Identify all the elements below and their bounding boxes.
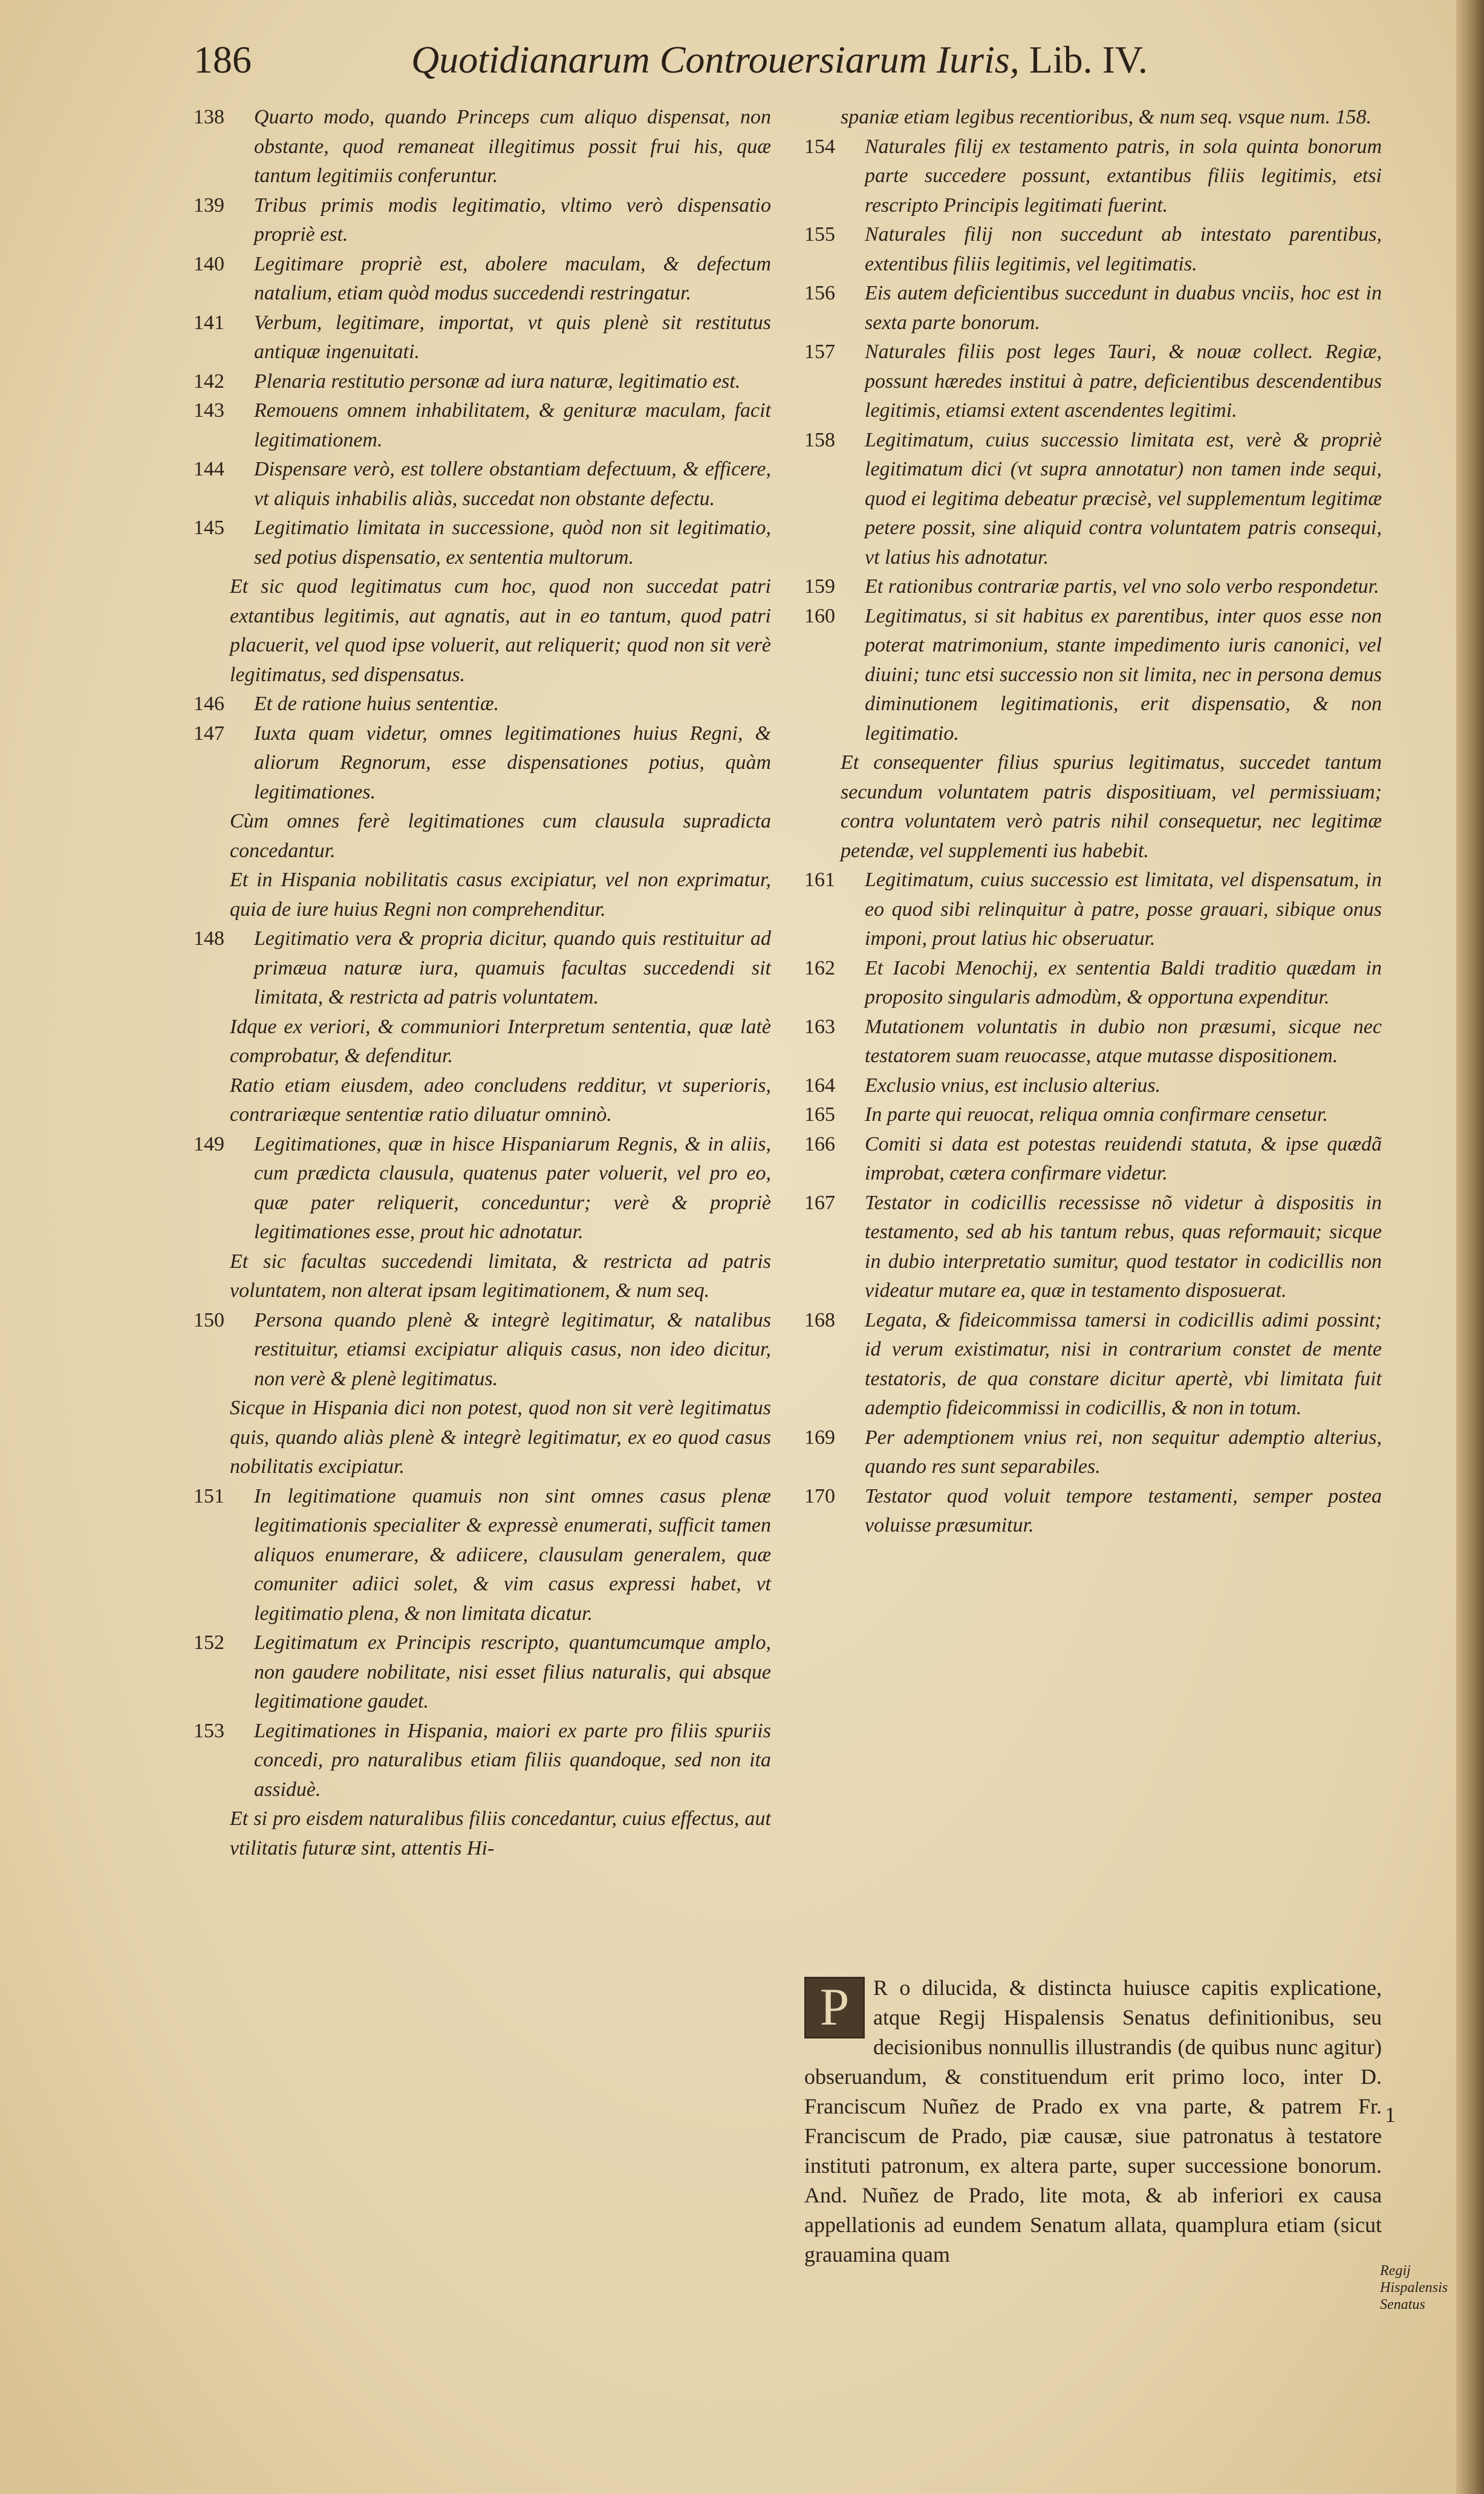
summary-paragraph: Cùm omnes ferè legitimationes cum clausula supradicta concedantur. bbox=[230, 810, 771, 862]
entry-number: 145 bbox=[194, 517, 224, 539]
summary-paragraph: Sicque in Hispania dici non potest, quod non sit verè legitimatus quis, quando aliàs plenè & integrè legitimatur, ex eo quod casus nobilitatis excipiatur. bbox=[230, 1397, 771, 1478]
entry-number: 139 bbox=[194, 194, 224, 217]
summary-paragraph: Et in Hispania nobilitatis casus excipiatur, vel non exprimatur, quia de iure huius Regni non comprehenditur. bbox=[230, 869, 771, 921]
entry-text: Naturales filij non succedunt ab intestato parentibus, extentibus filiis legitimis, vel legitimatis. bbox=[865, 223, 1382, 275]
summary-entry bbox=[804, 602, 1382, 749]
summary-paragraph: spaniæ etiam legibus recentioribus, & num seq. vsque num. 158. bbox=[841, 106, 1372, 128]
summary-entry bbox=[194, 924, 771, 1013]
margin-number: 1 bbox=[1385, 2103, 1396, 2127]
summary-entry bbox=[804, 1130, 1382, 1189]
summary-column-right bbox=[804, 103, 1382, 1541]
entry-text: Eis autem deficientibus succedunt in duabus vnciis, hoc est in sexta parte bonorum. bbox=[865, 282, 1382, 334]
main-text bbox=[804, 1973, 1382, 2270]
page-edge bbox=[1456, 0, 1484, 2494]
page-header bbox=[194, 34, 1222, 94]
entry-text: Legitimatio limitata in successione, quòd non sit legitimatio, sed potius dispensatio, ex sententia multorum. bbox=[254, 517, 771, 569]
summary-paragraph: Et consequenter filius spurius legitimatus, succedet tantum secundum voluntatem patris dispositiuam, vel permissiuam; contra voluntatem verò patris nihil consequetur, nec legitimæ petendæ, vel supplementi ius habebit. bbox=[841, 751, 1382, 862]
entry-text: Quarto modo, quando Princeps cum aliquo dispensat, non obstante, quod remaneat illegitimus possit frui his, quæ tantum legitimiis conferuntur. bbox=[254, 106, 771, 187]
entry-number: 164 bbox=[804, 1074, 835, 1097]
summary-entry bbox=[804, 279, 1382, 338]
entry-text: Naturales filiis post leges Tauri, & nouæ collect. Regiæ, possunt hæredes institui à patre, deficientibus descendentibus legitimis, etiamsi extent ascendentes legitimi. bbox=[865, 341, 1382, 422]
entry-number: 144 bbox=[194, 458, 224, 480]
entry-text: Legitimare propriè est, abolere maculam, & defectum natalium, etiam quòd modus succedendi restringatur. bbox=[254, 252, 771, 304]
summary-entry bbox=[194, 455, 771, 514]
summary-entry bbox=[804, 866, 1382, 954]
entry-text: Et Iacobi Menochij, ex sententia Baldi traditio quædam in proposito singularis admodùm, & opportuna expenditur. bbox=[865, 956, 1382, 1008]
entry-text: Legitimatio vera & propria dicitur, quando quis restituitur ad primæua naturæ iura, quamuis facultas succedendi sit limitata, & restricta ad patris voluntatem. bbox=[254, 927, 771, 1008]
entry-number: 140 bbox=[194, 252, 224, 275]
entry-text: Legata, & fideicommissa tamersi in codicillis adimi possint; id verum existimatur, nisi in contrarium constet de mente testatoris, de qua constare dicitur apertè, vbi limitata fuit ademptio fideicommissi in codicillis, & non in totum. bbox=[865, 1308, 1382, 1419]
entry-number: 167 bbox=[804, 1191, 835, 1214]
entry-number: 154 bbox=[804, 135, 835, 158]
main-text-content: R o dilucida, & distincta huiusce capitis explicatione, atque Regij Hispalensis Senatus definitionibus, seu decisionibus nonnullis illustrandis (de quibus nunc agitur) obseruandum, & constituendum erit primo loco, inter D. Franciscum Nuñez de Prado ex vna parte, & patrem Fr. Franciscum de Prado, piæ causæ, siue patronatus à testatore instituti patronum, ex altera parte, super successione bonorum. And. Nuñez de Prado, lite mota, & ab inferiori ex causa appellationis ad eundem Senatum allata, quamplura etiam (sicut grauamina quam bbox=[804, 1976, 1382, 2267]
entry-text: Legitimatum, cuius successio est limitata, vel dispensatum, in eo quod sibi relinquitur à patre, posse grauari, sibique onus imponi, prout latius hic obseruatur. bbox=[865, 869, 1382, 950]
summary-paragraph: Et si pro eisdem naturalibus filiis concedantur, cuius effectus, aut vtilitatis futuræ sint, attentis Hi- bbox=[230, 1807, 771, 1859]
summary-paragraph: Et sic facultas succedendi limitata, & restricta ad patris voluntatem, non alterat ipsam legitimationem, & num seq. bbox=[230, 1250, 771, 1302]
entry-text: Comiti si data est potestas reuidendi statuta, & ipse quædã improbat, cætera confirmare videtur. bbox=[865, 1132, 1382, 1184]
entry-text: Persona quando plenè & integrè legitimatur, & natalibus restituitur, etiamsi excipiatur aliquis casus, non ideo dicitur, non verè & plenè legitimatus. bbox=[254, 1308, 771, 1390]
summary-paragraph: Ratio etiam eiusdem, adeo concludens redditur, vt superioris, contrariæque sententiæ ratio diluatur omninò. bbox=[230, 1074, 771, 1126]
entry-number: 163 bbox=[804, 1015, 835, 1038]
summary-entry bbox=[804, 1482, 1382, 1541]
entry-number: 138 bbox=[194, 106, 224, 128]
folio-number: 186 bbox=[194, 38, 252, 81]
entry-text: Legitimatum ex Principis rescripto, quantumcumque amplo, non gaudere nobilitate, nisi esset filius naturalis, qui absque legitimatione gaudet. bbox=[254, 1631, 771, 1712]
entry-text: Tribus primis modis legitimatio, vltimo verò dispensatio propriè est. bbox=[254, 194, 771, 246]
summary-entry bbox=[194, 191, 771, 250]
summary-entry bbox=[804, 1071, 1382, 1101]
summary-entry bbox=[194, 1306, 771, 1394]
summary-entry bbox=[804, 338, 1382, 426]
entry-number: 169 bbox=[804, 1426, 835, 1449]
drop-cap: P bbox=[804, 1977, 865, 2039]
entry-number: 147 bbox=[194, 722, 224, 745]
summary-entry bbox=[194, 1130, 771, 1247]
summary-entry bbox=[804, 572, 1382, 602]
entry-text: Et de ratione huius sententiæ. bbox=[254, 693, 500, 715]
entry-number: 149 bbox=[194, 1132, 224, 1155]
summary-entry bbox=[804, 1100, 1382, 1130]
entry-number: 155 bbox=[804, 223, 835, 246]
summary-entry bbox=[804, 954, 1382, 1013]
running-title-text: Quotidianarum Controuersiarum Iuris, bbox=[411, 38, 1020, 81]
summary-entry bbox=[804, 1423, 1382, 1482]
summary-entry bbox=[194, 514, 771, 572]
entry-text: Exclusio vnius, est inclusio alterius. bbox=[865, 1074, 1161, 1097]
entry-text: Legitimationes, quæ in hisce Hispaniarum Regnis, & in aliis, cum prædicta clausula, quatenus pater voluerit, vel pro eo, quæ pater reliquerit, conceduntur; verè & propriè legitimationes esse, prout hic adnotatur. bbox=[254, 1132, 771, 1243]
summary-paragraph: Idque ex veriori, & communiori Interpretum sententia, quæ latè comprobatur, & defenditur. bbox=[230, 1015, 771, 1067]
running-title bbox=[411, 38, 1148, 82]
entry-text: Legitimatus, si sit habitus ex parentibus, inter quos esse non poterat matrimonium, stante impedimento iuris canonici, vel diuini; tunc etsi successio non sit limita, nec in persona demus diminutionem legitimationis, erit dispensatio, & non legitimatio. bbox=[865, 604, 1382, 745]
summary-entry bbox=[194, 367, 771, 397]
entry-number: 142 bbox=[194, 370, 224, 393]
entry-text: Naturales filij ex testamento patris, in sola quinta bonorum parte succedere possunt, extantibus filiis legitimis, etsi rescripto Principis legitimati fuerint. bbox=[865, 135, 1382, 217]
entry-number: 141 bbox=[194, 311, 224, 334]
entry-text: In parte qui reuocat, reliqua omnia confirmare censetur. bbox=[865, 1103, 1328, 1126]
entry-text: Per ademptionem vnius rei, non sequitur ademptio alterius, quando res sunt separabiles. bbox=[865, 1426, 1382, 1478]
summary-entry bbox=[804, 426, 1382, 573]
margin-note: Regij Hispalensis Senatus bbox=[1380, 2263, 1448, 2313]
entry-text: Verbum, legitimare, importat, vt quis plenè sit restitutus antiquæ ingenuitati. bbox=[254, 311, 771, 363]
entry-number: 150 bbox=[194, 1308, 224, 1331]
summary-entry bbox=[194, 1482, 771, 1629]
entry-text: Plenaria restitutio personæ ad iura naturæ, legitimatio est. bbox=[254, 370, 741, 393]
entry-number: 157 bbox=[804, 341, 835, 363]
summary-entry bbox=[804, 1189, 1382, 1306]
entry-number: 161 bbox=[804, 869, 835, 891]
entry-number: 159 bbox=[804, 575, 835, 598]
summary-entry bbox=[194, 396, 771, 455]
entry-text: Mutationem voluntatis in dubio non præsumi, sicque nec testatorem suam reuocasse, atque mutasse dispositionem. bbox=[865, 1015, 1382, 1067]
entry-number: 165 bbox=[804, 1103, 835, 1126]
summary-entry bbox=[804, 1013, 1382, 1071]
summary-entry bbox=[804, 132, 1382, 221]
summary-paragraph: Et sic quod legitimatus cum hoc, quod non succedat patri extantibus legitimis, aut agnatis, aut in eo tantum, quod patri placuerit, vel quod ipse voluerit, aut reliquerit; quod non sit verè legitimatus, sed dispensatus. bbox=[230, 575, 771, 686]
entry-text: Remouens omnem inhabilitatem, & genituræ maculam, facit legitimationem. bbox=[254, 399, 771, 451]
entry-text: Dispensare verò, est tollere obstantiam defectuum, & efficere, vt aliquis inhabilis aliàs, succedat non obstante defectu. bbox=[254, 458, 771, 510]
summary-column-left bbox=[194, 103, 771, 1863]
summary-entry bbox=[194, 1717, 771, 1805]
entry-number: 153 bbox=[194, 1719, 224, 1742]
entry-text: Testator quod voluit tempore testamenti, semper postea voluisse præsumitur. bbox=[865, 1484, 1382, 1536]
book-label: Lib. IV. bbox=[1029, 38, 1148, 81]
summary-entry bbox=[194, 719, 771, 808]
entry-number: 152 bbox=[194, 1631, 224, 1654]
summary-entry bbox=[194, 103, 771, 191]
entry-number: 151 bbox=[194, 1484, 224, 1507]
summary-entry bbox=[804, 1306, 1382, 1423]
entry-number: 158 bbox=[804, 428, 835, 451]
entry-number: 146 bbox=[194, 693, 224, 715]
entry-text: Legitimatum, cuius successio limitata est, verè & propriè legitimatum dici (vt supra annotatur) non tamen inde sequi, quod ei legitima debeatur præcisè, vel supplementum legitimæ petere possit, sine aliquid contra voluntatem patris consequi, vt latius his adnotatur. bbox=[865, 428, 1382, 569]
summary-entry bbox=[194, 250, 771, 308]
entry-number: 160 bbox=[804, 604, 835, 627]
entry-text: Et rationibus contrariæ partis, vel vno solo verbo respondetur. bbox=[865, 575, 1379, 598]
summary-entry bbox=[194, 308, 771, 367]
entry-number: 148 bbox=[194, 927, 224, 950]
entry-number: 156 bbox=[804, 282, 835, 304]
entry-number: 168 bbox=[804, 1308, 835, 1331]
entry-number: 162 bbox=[804, 956, 835, 979]
entry-text: Legitimationes in Hispania, maiori ex parte pro filiis spuriis concedi, pro naturalibus etiam filiis quandoque, sed non ita assiduè. bbox=[254, 1719, 771, 1801]
entry-text: Iuxta quam videtur, omnes legitimationes huius Regni, & aliorum Regnorum, esse dispensationes potius, quàm legitimationes. bbox=[254, 722, 771, 803]
entry-number: 170 bbox=[804, 1484, 835, 1507]
summary-entry bbox=[194, 690, 771, 719]
summary-entry bbox=[194, 1628, 771, 1717]
entry-text: Testator in codicillis recessisse nõ videtur à dispositis in testamento, sed ab his tantum rebus, quas reformauit; sicque in dubio interpretatio sumitur, quod testator in codicillis non videatur mutare ea, quæ in testamento disposuerat. bbox=[865, 1191, 1382, 1302]
entry-number: 166 bbox=[804, 1132, 835, 1155]
entry-number: 143 bbox=[194, 399, 224, 422]
summary-entry bbox=[804, 220, 1382, 279]
entry-text: In legitimatione quamuis non sint omnes casus plenæ legitimationis specialiter & expressè enumerati, sufficit tamen aliquos enumerare, & adiicere, clausulam generalem, quæ comuniter adiici solet, & vim casus expressi habet, vt legitimatio plena, & non limitata dicatur. bbox=[254, 1484, 771, 1625]
